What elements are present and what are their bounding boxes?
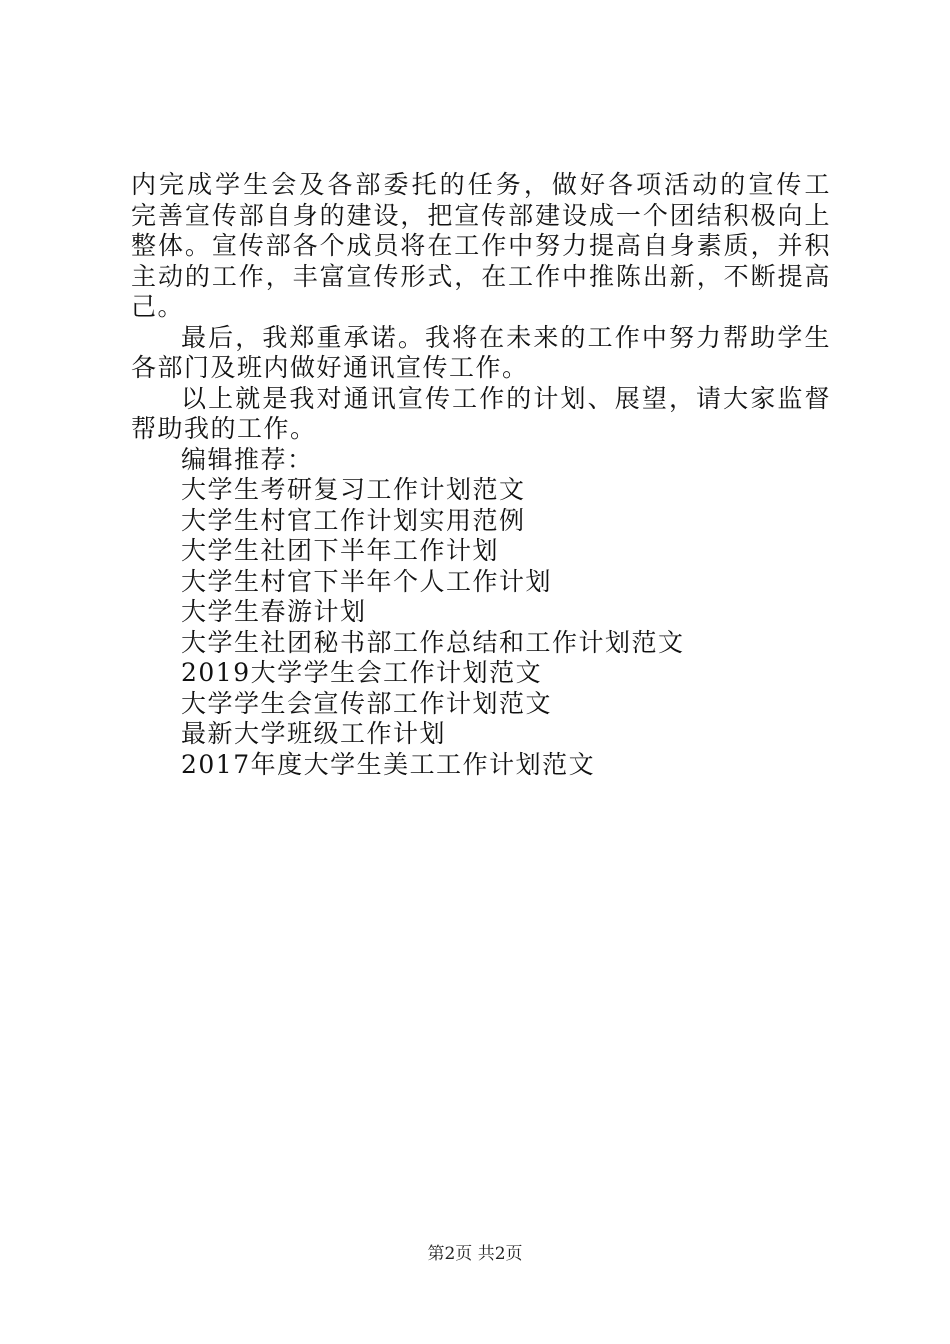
paragraph-continuation (131, 170, 831, 323)
recommend-link[interactable]: 大学学生会宣传部工作计划范文 (181, 688, 553, 718)
text-line: 以上就是我对通讯宣传工作的计划、展望，请大家监督 (181, 383, 831, 413)
recommend-link[interactable]: 2019大学学生会工作计划范文 (181, 658, 543, 687)
paragraph-promise (131, 323, 831, 384)
page-footer: 第2页 共2页 (427, 1244, 523, 1264)
text-line: 帮助我的工作。 (131, 414, 317, 443)
recommend-link[interactable]: 大学生村官工作计划实用范例 (181, 505, 526, 535)
text-line: 主动的工作，丰富宣传形式，在工作中推陈出新，不断提高 (131, 261, 831, 291)
recommend-link[interactable]: 2017年度大学生美工工作计划范文 (181, 749, 596, 779)
recommend-link[interactable]: 大学生村官下半年个人工作计划 (181, 566, 553, 596)
recommend-link[interactable]: 大学生春游计划 (181, 597, 367, 626)
recommend-link[interactable]: 大学生社团下半年工作计划 (181, 536, 500, 565)
text-line: 完善宣传部自身的建设，把宣传部建设成一个团结积极向上 (131, 200, 831, 230)
recommend-link[interactable]: 最新大学班级工作计划 (181, 719, 447, 748)
text-line: 整体。宣传部各个成员将在工作中努力提高自身素质，并积 (131, 231, 831, 260)
text-line: 最后，我郑重承诺。我将在未来的工作中努力帮助学生 (181, 322, 831, 352)
recommend-heading: 编辑推荐： (181, 444, 314, 474)
text-line: 己。 (131, 292, 185, 321)
text-line: 内完成学生会及各部委托的任务，做好各项活动的宣传工 (131, 170, 831, 199)
recommend-link[interactable]: 大学生社团秘书部工作总结和工作计划范文 (181, 627, 685, 657)
text-line: 各部门及班内做好通讯宣传工作。 (131, 353, 529, 382)
recommend-link[interactable]: 大学生考研复习工作计划范文 (181, 475, 526, 504)
document-body (131, 170, 831, 780)
recommend-list (131, 475, 831, 780)
paragraph-closing (131, 384, 831, 445)
